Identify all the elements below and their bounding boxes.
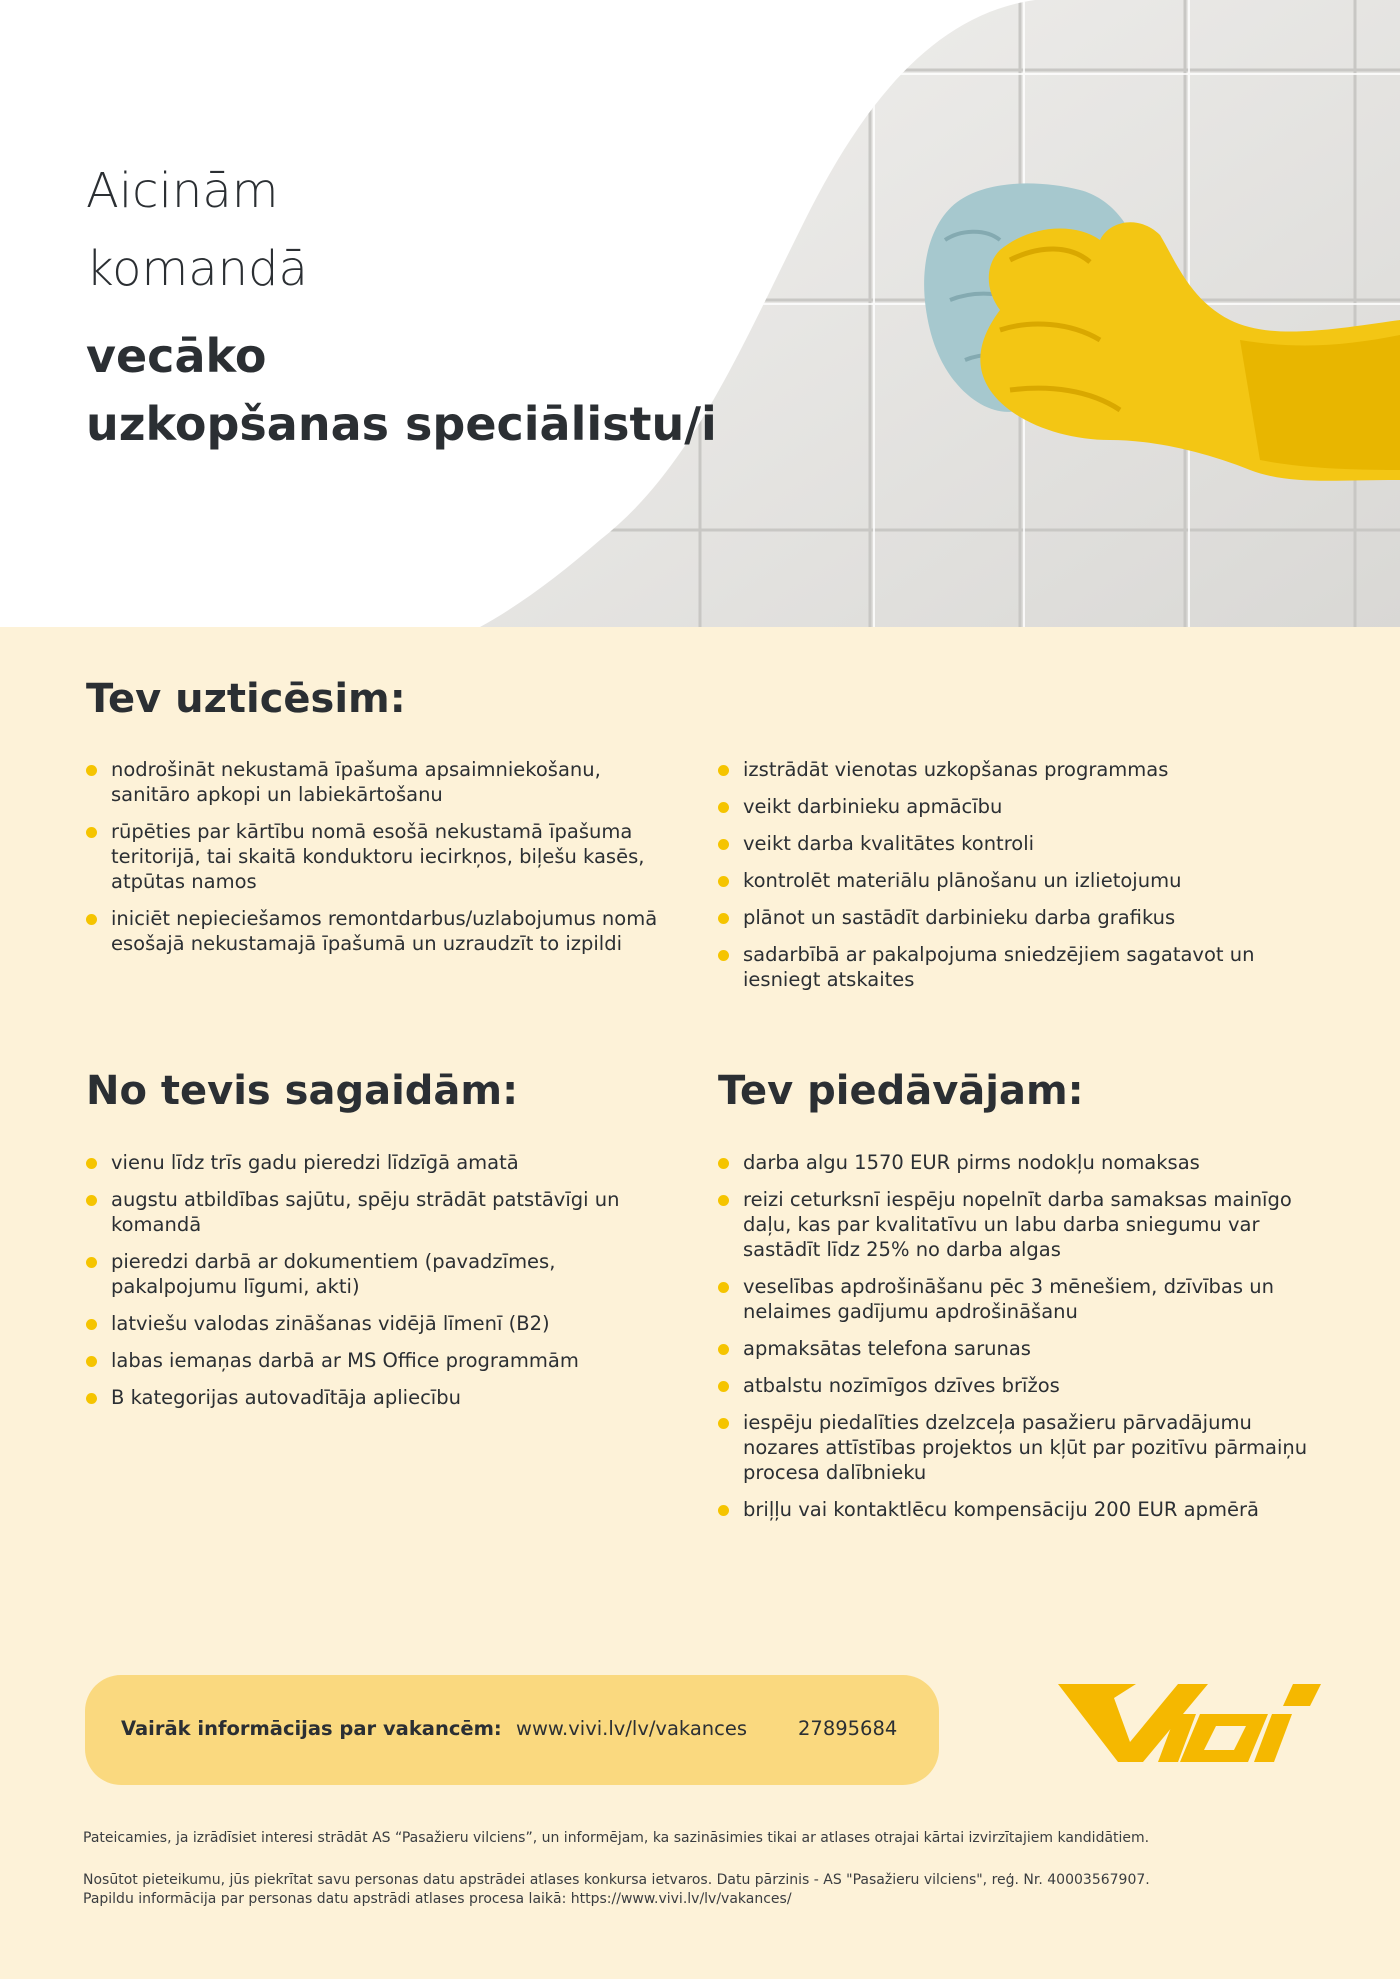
expect-heading: No tevis sagaidām: <box>86 1068 519 1114</box>
list-item: pieredzi darbā ar dokumentiem (pavadzīmes, pakalpojumu līgumi, akti) <box>86 1249 686 1299</box>
bullet-icon <box>718 839 729 850</box>
bullet-icon <box>718 876 729 887</box>
bullet-icon <box>86 1158 97 1169</box>
bullet-icon <box>718 1195 729 1206</box>
list-item: rūpēties par kārtību nomā esošā nekustamā īpašuma teritorijā, tai skaitā konduktoru iecirkņos, biļešu kasēs, atpūtas namos <box>86 819 676 894</box>
bullet-icon <box>718 1418 729 1429</box>
list-item: augstu atbildības sajūtu, spēju strādāt patstāvīgi un komandā <box>86 1187 686 1237</box>
list-item: latviešu valodas zināšanas vidējā līmenī (B2) <box>86 1311 686 1336</box>
list-item: iniciēt nepieciešamos remontdarbus/uzlabojumus nomā esošajā nekustamajā īpašumā un uzraudzīt to izpildi <box>86 906 676 956</box>
bullet-icon <box>718 1282 729 1293</box>
bullet-icon <box>718 1381 729 1392</box>
footer-thanks: Pateicamies, ja izrādīsiet interesi strādāt AS “Pasažieru vilciens”, un informējam, ka sazināsimies tikai ar atlases otrajai kārtai izvirzītajiem kandidātiem. <box>83 1830 1150 1846</box>
intro-line-1: Aicinām <box>86 163 279 219</box>
vacancies-link[interactable]: www.vivi.lv/lv/vakances <box>516 1717 748 1740</box>
list-item: apmaksātas telefona sarunas <box>718 1336 1318 1361</box>
bullet-icon <box>718 765 729 776</box>
job-title-line-2: uzkopšanas speciālistu/i <box>86 397 717 451</box>
bullet-icon <box>86 827 97 838</box>
vivi-logo <box>1058 1684 1321 1768</box>
list-item: veikt darba kvalitātes kontroli <box>718 831 1318 856</box>
bullet-icon <box>718 802 729 813</box>
headline <box>86 152 717 458</box>
list-item: plānot un sastādīt darbinieku darba grafikus <box>718 905 1318 930</box>
list-item: B kategorijas autovadītāja apliecību <box>86 1385 686 1410</box>
job-title-line-1: vecāko <box>86 329 267 383</box>
footer-privacy: Papildu informācija par personas datu apstrādi atlases procesa laikā: https://www.vivi.lv/lv/vakances/ <box>83 1891 792 1907</box>
contact-label: Vairāk informācijas par vakancēm: <box>121 1717 502 1740</box>
hero-section <box>0 0 1400 627</box>
list-item: labas iemaņas darbā ar MS Office programmām <box>86 1348 686 1373</box>
list-item: iespēju piedalīties dzelzceļa pasažieru pārvadājumu nozares attīstības projektos un kļūt par pozitīvu pārmaiņu procesa dalībnieku <box>718 1410 1318 1485</box>
phone-number[interactable]: 27895684 <box>798 1717 898 1740</box>
list-item: vienu līdz trīs gadu pieredzi līdzīgā amatā <box>86 1150 686 1175</box>
list-item: veselības apdrošināšanu pēc 3 mēnešiem, dzīvības un nelaimes gadījumu apdrošināšanu <box>718 1274 1318 1324</box>
list-item: briļļu vai kontaktlēcu kompensāciju 200 EUR apmērā <box>718 1497 1318 1522</box>
bullet-icon <box>86 765 97 776</box>
list-item: veikt darbinieku apmācību <box>718 794 1318 819</box>
expect-list <box>86 1150 686 1422</box>
list-item: atbalstu nozīmīgos dzīves brīžos <box>718 1373 1318 1398</box>
bullet-icon <box>86 1393 97 1404</box>
bullet-icon <box>718 1505 729 1516</box>
intro-line-2: komandā <box>86 241 308 297</box>
bullet-icon <box>86 914 97 925</box>
list-item: sadarbībā ar pakalpojuma sniedzējiem sagatavot un iesniegt atskaites <box>718 942 1318 992</box>
list-item: nodrošināt nekustamā īpašuma apsaimniekošanu, sanitāro apkopi un labiekārtošanu <box>86 757 676 807</box>
list-item: kontrolēt materiālu plānošanu un izlietojumu <box>718 868 1318 893</box>
list-item: izstrādāt vienotas uzkopšanas programmas <box>718 757 1318 782</box>
bullet-icon <box>86 1319 97 1330</box>
bullet-icon <box>718 1344 729 1355</box>
bullet-icon <box>718 950 729 961</box>
bullet-icon <box>86 1195 97 1206</box>
bullet-icon <box>718 913 729 924</box>
footer-consent: Nosūtot pieteikumu, jūs piekrītat savu personas datu apstrādei atlases konkursa ietvaros. Datu pārzinis - AS "Pasažieru vilciens", reģ. Nr. 40003567907. <box>83 1872 1150 1888</box>
offer-heading: Tev piedāvājam: <box>718 1068 1084 1114</box>
bullet-icon <box>718 1158 729 1169</box>
list-item: darba algu 1570 EUR pirms nodokļu nomaksas <box>718 1150 1318 1175</box>
offer-list <box>718 1150 1318 1534</box>
list-item: reizi ceturksnī iespēju nopelnīt darba samaksas mainīgo daļu, kas par kvalitatīvu un labu darba sniegumu var sastādīt līdz 25% no darba algas <box>718 1187 1318 1262</box>
trust-list-right <box>718 757 1318 1004</box>
bullet-icon <box>86 1257 97 1268</box>
bullet-icon <box>86 1356 97 1367</box>
contact-box <box>85 1675 939 1785</box>
trust-list-left <box>86 757 676 968</box>
trust-heading: Tev uzticēsim: <box>86 676 406 722</box>
